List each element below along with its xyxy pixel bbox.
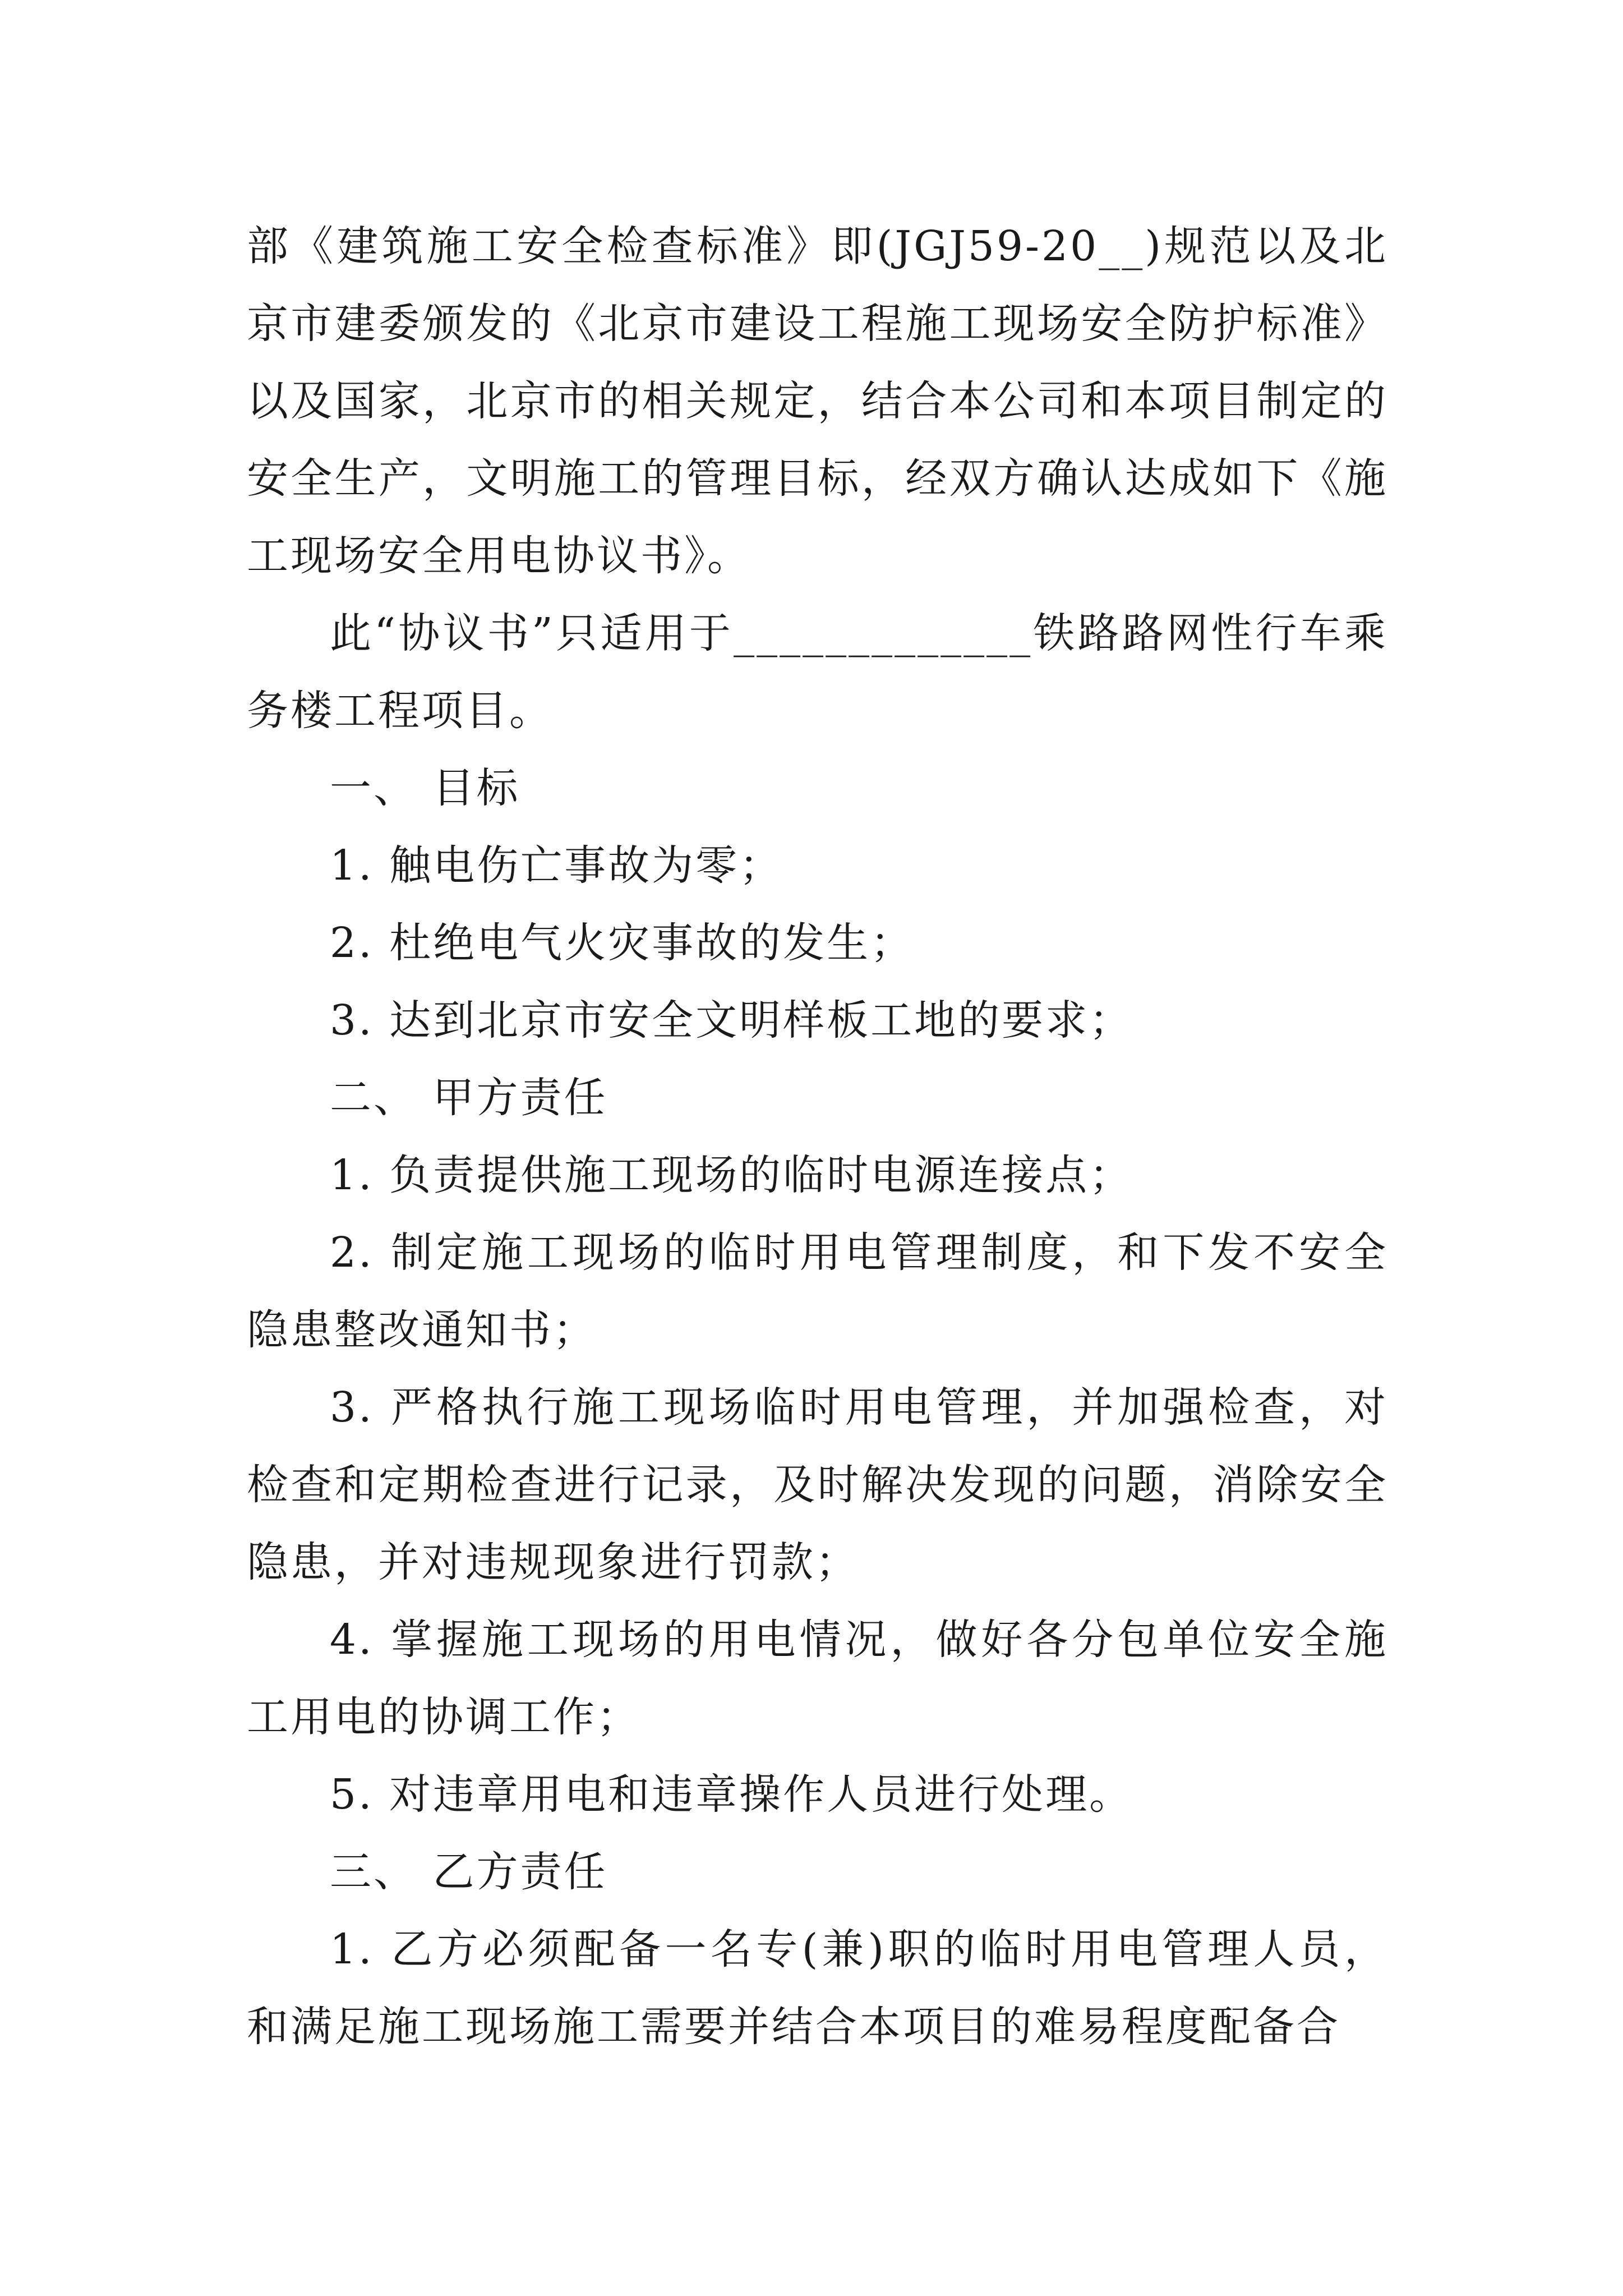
- scope-paragraph: 此“协议书”只适用于_____________铁路路网性行车乘务楼工程项目。: [247, 609, 1388, 735]
- section-heading-party-a: 二、 甲方责任: [330, 1074, 608, 1122]
- list-item: 1. 乙方必须配备一名专(兼)职的临时用电管理人员，和满足施工现场施工需要并结合本项目的难易程度配备合: [247, 1925, 1388, 2051]
- section-heading-party-b: 三、 乙方责任: [330, 1848, 608, 1896]
- document-body: [247, 208, 1388, 2065]
- list-item: 1. 触电伤亡事故为零；: [330, 841, 783, 890]
- list-item: 2. 制定施工现场的临时用电管理制度，和下发不安全隐患整改通知书；: [247, 1228, 1388, 1354]
- list-item: 4. 掌握施工现场的用电情况，做好各分包单位安全施工用电的协调工作；: [247, 1616, 1388, 1741]
- list-item: 1. 负责提供施工现场的临时电源连接点；: [330, 1151, 1133, 1199]
- list-item: 3. 严格执行施工现场临时用电管理，并加强检查，对检查和定期检查进行记录，及时解决发现的问题，消除安全隐患，并对违规现象进行罚款；: [247, 1383, 1388, 1586]
- list-item: 3. 达到北京市安全文明样板工地的要求；: [330, 996, 1133, 1045]
- intro-paragraph: 部《建筑施工安全检查标准》即(JGJ59-20__)规范以及北京市建委颁发的《北京市建设工程施工现场安全防护标准》以及国家，北京市的相关规定，结合本公司和本项目制定的安全生产，文明施工的管理目标，经双方确认达成如下《施工现场安全用电协议书》。: [247, 222, 1388, 580]
- list-item: 2. 杜绝电气火灾事故的发生；: [330, 919, 915, 967]
- list-item: 5. 对违章用电和违章操作人员进行处理。: [330, 1770, 1133, 1819]
- section-heading-goals: 一、 目标: [330, 764, 520, 812]
